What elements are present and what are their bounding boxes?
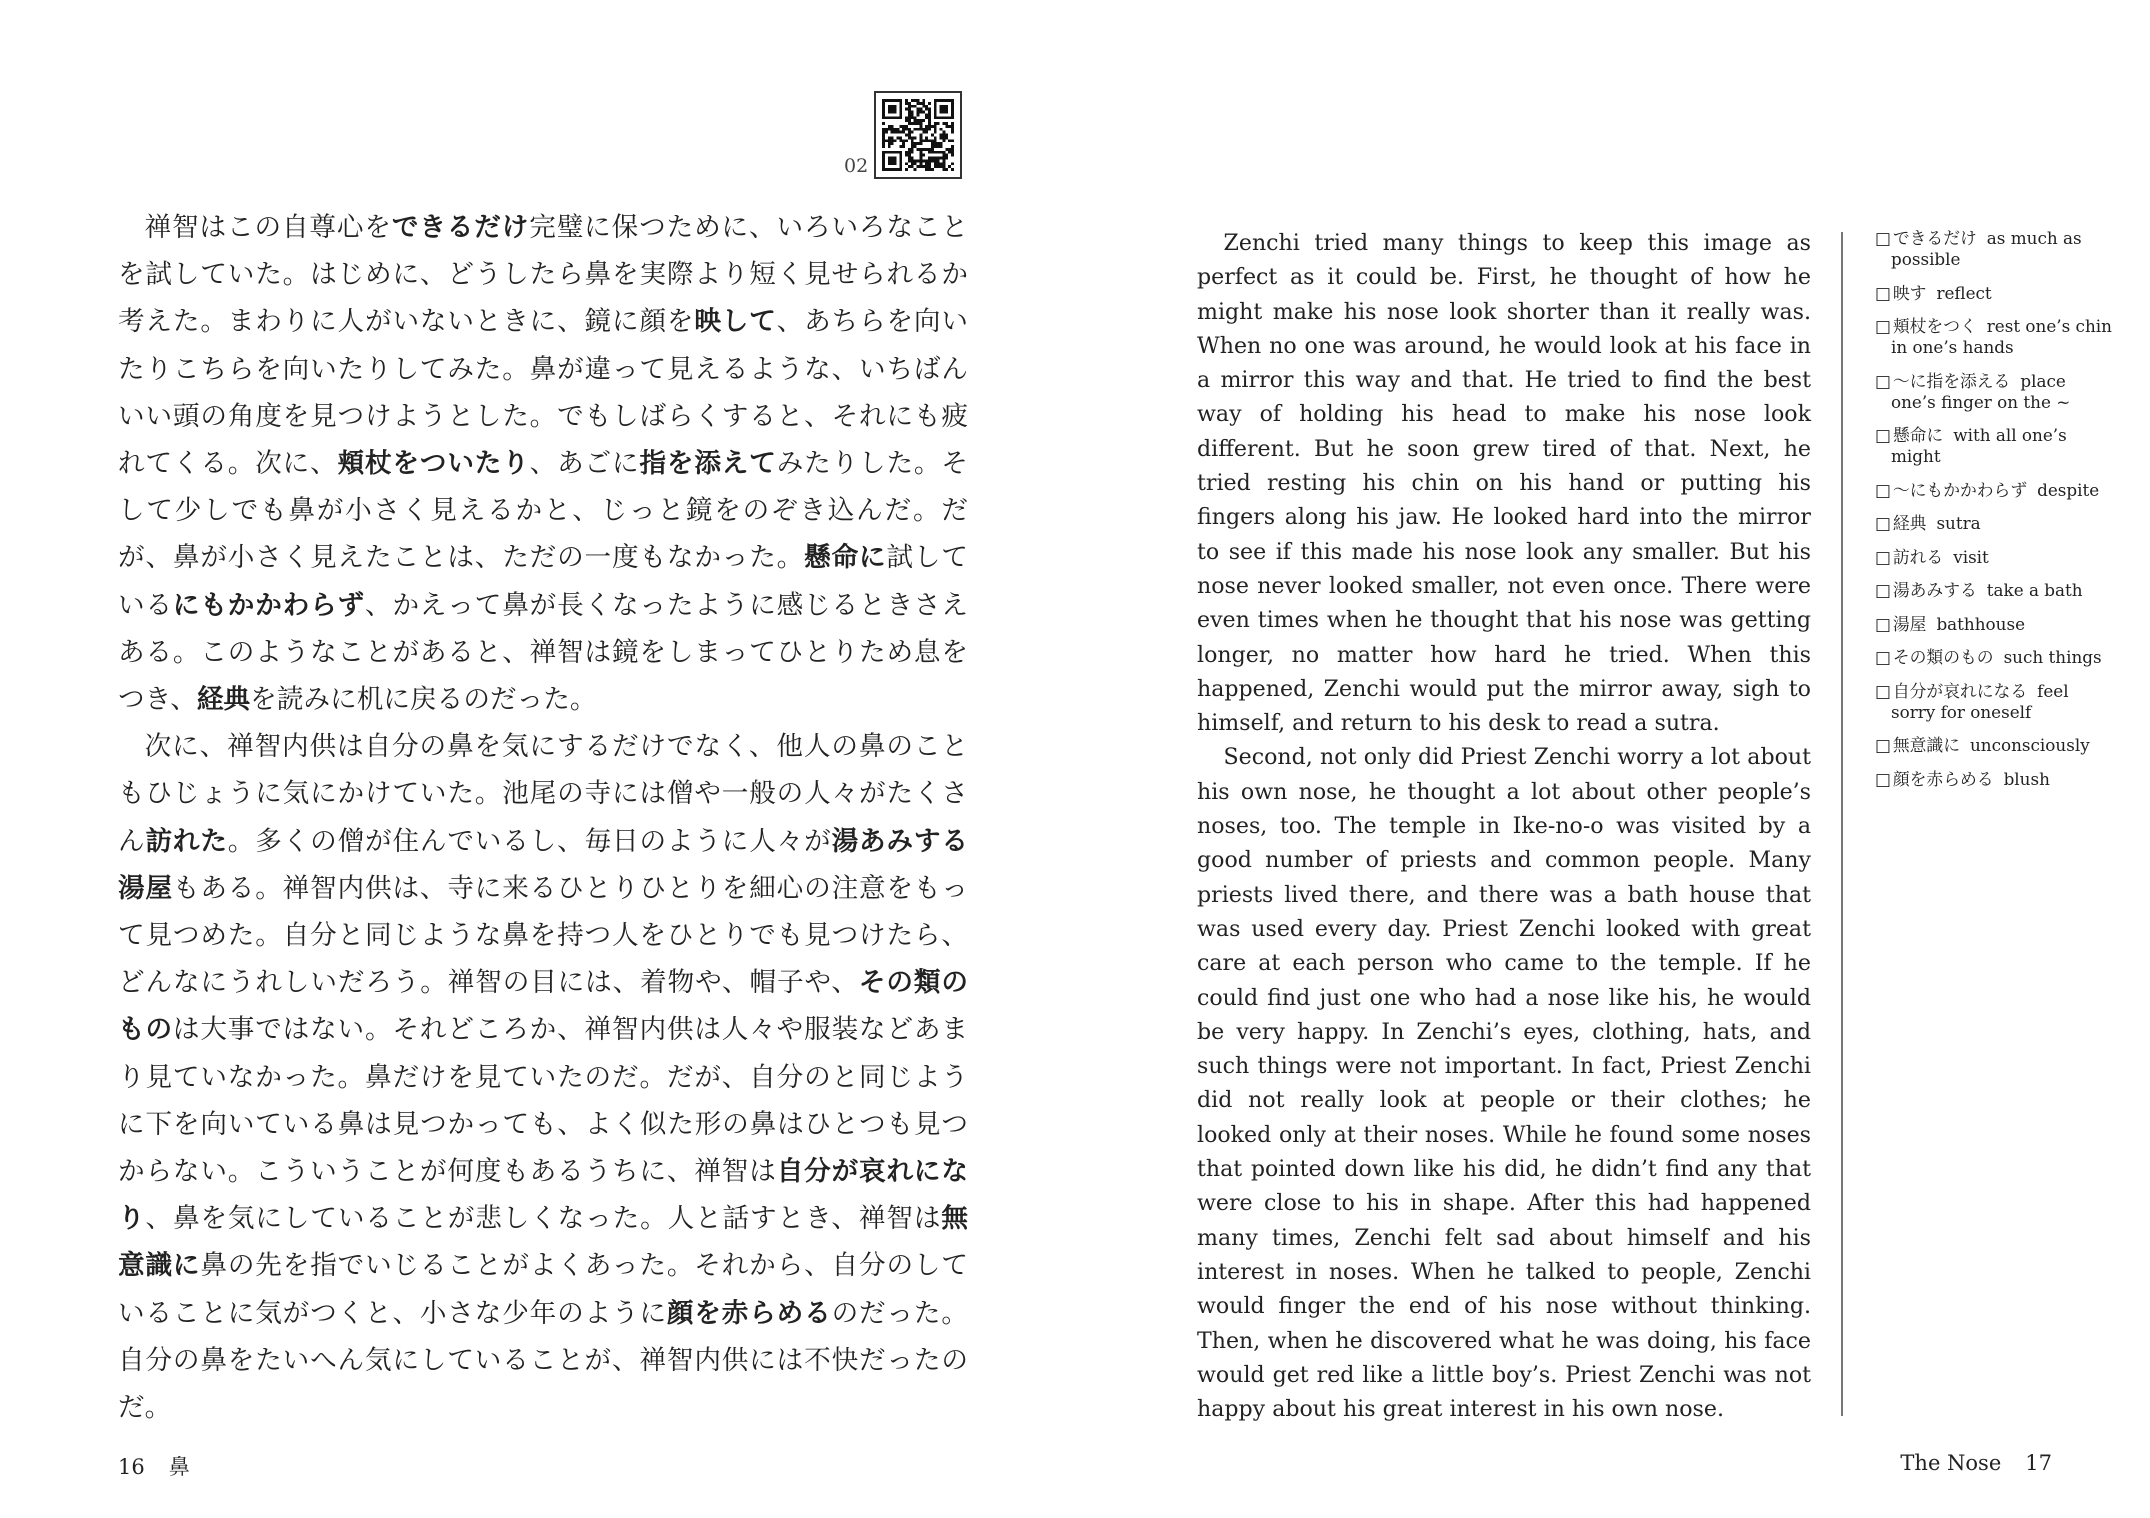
vocab-highlight: 自分が哀れになり xyxy=(118,1156,968,1235)
vocab-gloss: with all one’s might xyxy=(1891,425,2067,466)
text-run: 、かえって鼻が長くなったように感じるときさえある。このようなことがあると、禅智は鏡をしまってひとりため息をつき、 xyxy=(118,589,968,716)
vocab-item xyxy=(1875,283,2115,304)
vocab-highlight: 映して xyxy=(694,306,777,338)
english-paragraph: Second, not only did Priest Zenchi worry a lot about his own nose, he thought a lot about other people’s noses, too. The temple in Ike-no-o was visited by a good number of priests and common people. Many priests lived there, and there was a bath house that was used every day. Priest Zenchi looked with great care at each person who came to the temple. If he could find just one who had a nose like his, he would be very happy. In Zenchi’s eyes, clothing, hats, and such things were not important. In fact, Priest Zenchi did not really look at people or their clothes; he looked only at their noses. While he found some noses that pointed down like his did, he didn’t find any that were close to his in shape. After this had happened many times, Zenchi felt sad about himself and his interest in noses. When he talked to people, Zenchi would finger the end of his nose without thinking. Then, when he discovered what he was doing, his face would get red like a little boy’s. Priest Zenchi was not happy about his great interest in his own nose. xyxy=(1197,744,1811,1423)
text-run: 。多くの僧が住んでいるし、毎日のように人々が xyxy=(227,825,832,857)
text-run: のだった。自分の鼻をたいへん気にしていることが、禅智内供には不快だったのだ。 xyxy=(118,1297,969,1424)
vocab-term: 頬杖をつく xyxy=(1892,316,1977,336)
audio-track-number: 02 xyxy=(844,155,869,177)
vocab-gloss: as much as possible xyxy=(1891,228,2082,269)
vocab-term: その類のもの xyxy=(1892,647,1994,667)
checkbox-icon[interactable]: □ xyxy=(1875,680,1891,701)
vocab-gloss: bathhouse xyxy=(1936,613,2025,634)
vocab-term: できるだけ xyxy=(1892,228,1977,248)
text-run: 、あちらを向いたりこちらを向いたりしてみた。鼻が違って見えるような、いちばんいい頭の角度を見つけようとした。でもしばらくすると、それにも疲れてくる。次に、 xyxy=(118,306,968,480)
text-run: 鼻の先を指でいじることがよくあった。それから、自分のしていることに気がつくと、小さな少年のように xyxy=(118,1250,968,1329)
vocab-highlight: できるだけ xyxy=(391,212,530,243)
vocab-highlight: その類のもの xyxy=(118,967,968,1046)
vocab-highlight: 頬杖をついたり xyxy=(337,448,530,480)
vocab-term: 訪れる xyxy=(1892,546,1944,567)
vocab-gloss: blush xyxy=(2003,768,2050,789)
text-run: もある。禅智内供は、寺に来るひとりひとりを細心の注意をもって見つめた。自分と同じような鼻を持つ人をひとりでも見つけたら、どんなにうれしいだろう。禅智の目には、着物や、帽子や、 xyxy=(118,872,968,999)
vocab-term: 映す xyxy=(1892,282,1927,303)
vocab-gloss: such things xyxy=(2003,647,2102,667)
text-run: 、あごに xyxy=(529,448,640,480)
vocab-item xyxy=(1875,580,2115,601)
text-run: 次に、禅智内供は自分の鼻を気にするだけでなく、他人の鼻のこともひじょうに気にかけていた。池尾の寺には僧や一般の人々がたくさん xyxy=(118,731,968,857)
page-number: 16 xyxy=(118,1455,145,1479)
vocab-highlight: 湯あみする湯屋 xyxy=(118,825,968,904)
vocab-item xyxy=(1875,371,2115,413)
text-run: 、鼻を気にしていることが悲しくなった。人と話すとき、禅智は xyxy=(145,1203,942,1235)
checkbox-icon[interactable]: □ xyxy=(1875,479,1891,500)
vocab-term: 無意識に xyxy=(1892,735,1960,755)
vocab-gloss: rest one’s chin in one’s hands xyxy=(1891,316,2112,357)
vocab-gloss: place one’s finger on the ~ xyxy=(1891,370,2071,412)
vocab-item xyxy=(1875,614,2115,635)
qr-code[interactable] xyxy=(874,91,962,179)
text-run: 試している xyxy=(118,542,969,621)
vocab-gloss: reflect xyxy=(1936,282,1992,303)
vocab-item xyxy=(1875,228,2115,270)
vocab-item xyxy=(1875,425,2115,467)
text-run: 禅智はこの自尊心を xyxy=(144,212,392,243)
checkbox-icon[interactable]: □ xyxy=(1875,228,1891,248)
japanese-paragraph xyxy=(118,204,968,723)
checkbox-icon[interactable]: □ xyxy=(1875,580,1891,600)
chapter-title: 鼻 xyxy=(168,1455,190,1479)
english-paragraph: Zenchi tried many things to keep this image as perfect as it could be. First, he thought of how he might make his nose look shorter than it really was. When no one was around, he would look at his face in a mirror this way and that. He tried to find the best way of holding his head to make his nose look different. But he soon grew tired of that. Next, he tried resting his chin on his hand or putting his fingers along his jaw. He looked hard into the mirror to see if this made his nose look any smaller. But his nose never looked smaller, not even once. There were even times when he thought that his nose was getting longer, no matter how hard he tried. When this happened, Zenchi would put the mirror away, sigh to himself, and return to his desk to read a sutra. xyxy=(1197,230,1811,737)
vocab-term: 湯屋 xyxy=(1892,613,1927,634)
page-footer-right xyxy=(1900,1451,2052,1475)
vocab-gloss: feel sorry for oneself xyxy=(1891,680,2069,722)
vocab-highlight: 無意識に xyxy=(118,1203,968,1282)
vocab-highlight: にもかかわらず xyxy=(172,589,365,621)
vocab-highlight: 訪れた xyxy=(145,825,228,857)
vocab-highlight: 顔を赤らめる xyxy=(666,1297,832,1329)
vocab-term: 〜にもかかわらず xyxy=(1892,479,2028,500)
checkbox-icon[interactable]: □ xyxy=(1875,370,1891,391)
checkbox-icon[interactable]: □ xyxy=(1875,513,1891,533)
vocab-term: 湯あみする xyxy=(1892,580,1977,600)
vocab-item xyxy=(1875,647,2115,668)
checkbox-icon[interactable]: □ xyxy=(1875,282,1891,303)
text-run: は大事ではない。それどころか、禅智内供は人々や服装などあまり見ていなかった。鼻だけを見ていたのだ。だが、自分のと同じように下を向いている鼻は見つかっても、よく似た形の鼻はひとつも見つからない。こういうことが何度もあるうちに、禅智は xyxy=(118,1014,968,1188)
checkbox-icon[interactable]: □ xyxy=(1875,425,1891,445)
vocab-gloss: despite xyxy=(2037,479,2100,500)
vocabulary-list xyxy=(1875,228,2115,802)
text-run: 完璧に保つために、いろいろなことを試していた。はじめに、どうしたら鼻を実際より短く見せられるか考えた。まわりに人がいないときに、鏡に顔を xyxy=(118,212,968,338)
page-footer-left xyxy=(118,1451,190,1481)
vocab-gloss: unconsciously xyxy=(1970,735,2090,755)
vocab-item xyxy=(1875,480,2115,501)
vocab-item xyxy=(1875,735,2115,756)
vocab-highlight: 指を添えて xyxy=(639,448,777,480)
vocab-term: 経典 xyxy=(1892,513,1927,533)
vocab-term: 顔を赤らめる xyxy=(1892,768,1994,789)
page-number: 17 xyxy=(2025,1451,2052,1475)
vocab-term: 自分が哀れになる xyxy=(1892,680,2028,701)
vocab-highlight: 懸命に xyxy=(804,542,887,574)
checkbox-icon[interactable]: □ xyxy=(1875,316,1891,336)
japanese-paragraph xyxy=(118,723,968,1431)
text-run: みたりした。そして少しでも鼻が小さく見えるかと、じっと鏡をのぞき込んだ。だが、鼻が小さく見えたことは、ただの一度もなかった。 xyxy=(118,448,968,574)
right-page xyxy=(1075,0,2150,1518)
vocab-gloss: sutra xyxy=(1936,513,1981,533)
chapter-title: The Nose xyxy=(1900,1451,2002,1475)
vocab-gloss: visit xyxy=(1953,546,1989,567)
vocab-item xyxy=(1875,681,2115,723)
vocab-item xyxy=(1875,547,2115,568)
text-run: を読みに机に戻るのだった。 xyxy=(250,684,597,716)
vocab-gloss: take a bath xyxy=(1986,580,2083,600)
checkbox-icon[interactable]: □ xyxy=(1875,613,1891,634)
vocab-divider xyxy=(1841,232,1843,1416)
checkbox-icon[interactable]: □ xyxy=(1875,546,1891,567)
checkbox-icon[interactable]: □ xyxy=(1875,768,1891,789)
checkbox-icon[interactable]: □ xyxy=(1875,647,1891,667)
japanese-text-body xyxy=(118,204,968,1431)
english-text-body xyxy=(1197,226,1811,1426)
checkbox-icon[interactable]: □ xyxy=(1875,735,1891,755)
vocab-term: 〜に指を添える xyxy=(1892,370,2011,391)
vocab-item xyxy=(1875,513,2115,534)
vocab-item xyxy=(1875,316,2115,358)
vocab-term: 懸命に xyxy=(1892,425,1944,445)
vocab-highlight: 経典 xyxy=(196,684,251,716)
vocab-item xyxy=(1875,769,2115,790)
qr-code-pattern xyxy=(882,99,954,171)
